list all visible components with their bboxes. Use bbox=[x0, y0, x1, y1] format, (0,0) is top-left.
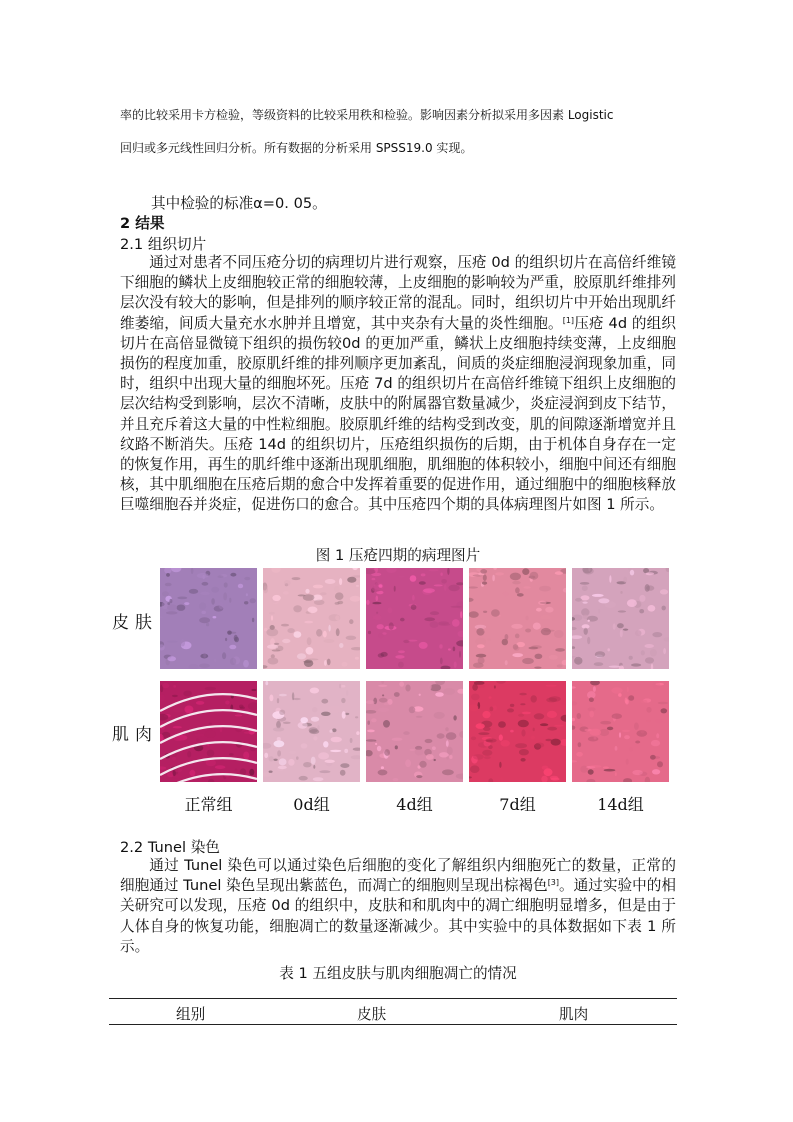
section-heading: 2 结果 bbox=[120, 215, 165, 232]
table-header-skin: 皮肤 bbox=[357, 1006, 387, 1023]
alpha-statement: 其中检验的标准α=0. 05。 bbox=[151, 195, 327, 212]
table-caption: 表 1 五组皮肤与肌肉细胞凋亡的情况 bbox=[279, 965, 517, 982]
body-text-line: 回归或多元线性回归分析。所有数据的分析采用 SPSS19.0 实现。 bbox=[120, 141, 473, 155]
paragraph-tissue-section bbox=[120, 253, 676, 516]
muscle-panel-1 bbox=[263, 681, 360, 782]
paragraph-text: 通过 Tunel 染色可以通过染色后细胞的变化了解组织内细胞死亡的数量，正常的细胞通过 Tunel 染色呈现出紫蓝色，而凋亡的细胞则呈现出棕褐色 bbox=[120, 857, 676, 895]
paragraph-text: 压疮 4d 的组织切片在高倍显微镜下组织的损伤较0d 的更加严重，鳞状上皮细胞持续变薄，上皮细胞损伤的程度加重，胶原肌纤维的排列顺序更加紊乱，间质的炎症细胞浸润现象加重，同时，组织中出现大量的细胞坏死。压疮 7d 的组织切片在高倍纤维镜下组织上皮细胞的层次结构受到影响，层次不清晰，皮肤中的附属器官数量减少，炎症浸润到皮下结节，并且充斥着这大量的中性粒细胞。胶原肌纤维的结构受到改变，肌的间隙逐渐增宽并且纹路不断消失。压疮 14d 的组织切片，压疮组织损伤的后期，由于机体自身存在一定的恢复作用，再生的肌纤维中逐渐出现肌细胞，肌细胞的体积较小，细胞中间还有细胞核，其中肌细胞在压疮后期的愈合中发挥着重要的促进作用，通过细胞中的细胞核释放巨噬细胞吞并炎症，促进伤口的愈合。其中压疮四个期的具体病理图片如图 1 所示。 bbox=[120, 314, 676, 514]
skin-panel-1 bbox=[263, 568, 360, 669]
figure-caption: 图 1 压疮四期的病理图片 bbox=[315, 547, 481, 564]
subsection-heading: 2.1 组织切片 bbox=[120, 236, 207, 253]
paragraph-text: 通过对患者不同压疮分切的病理切片进行观察，压疮 0d 的组织切片在高倍纤维镜下细胞的鳞状上皮细胞较正常的细胞较薄，上皮细胞的影响较为严重，胶原肌纤维排列层次没有较大的影响，但是排列的顺序较正常的混乱。同时，组织切片中开始出现肌纤维萎缩，间质大量充水水肿并且增宽，其中夹杂有大量的炎性细胞。 bbox=[120, 254, 676, 332]
citation: [3] bbox=[547, 878, 560, 888]
skin-panel-0 bbox=[160, 568, 257, 669]
col-label-14d: 14d组 bbox=[597, 795, 644, 814]
skin-panel-3 bbox=[469, 568, 566, 669]
skin-panel-2 bbox=[366, 568, 463, 669]
col-label-0d: 0d组 bbox=[293, 795, 330, 814]
col-label-normal: 正常组 bbox=[184, 795, 233, 814]
table-header-rule bbox=[109, 1024, 677, 1025]
paragraph-tunel bbox=[120, 856, 676, 957]
table-header-muscle: 肌肉 bbox=[559, 1006, 589, 1023]
muscle-panel-4 bbox=[572, 681, 669, 782]
body-text-line: 率的比较采用卡方检验，等级资料的比较采用秩和检验。影响因素分析拟采用多因素 Logistic bbox=[120, 108, 614, 122]
col-label-4d: 4d组 bbox=[396, 795, 433, 814]
muscle-panel-2 bbox=[366, 681, 463, 782]
row-label-muscle: 肌肉 bbox=[112, 725, 158, 745]
paragraph-text: 。通过实验中的相关研究可以发现，压疮 0d 的组织中，皮肤和和肌肉中的凋亡细胞明显增多，但是由于人体自身的恢复功能，细胞凋亡的数量逐渐减少。其中实验中的具体数据如下表 1 所示。 bbox=[120, 877, 676, 955]
skin-panel-4 bbox=[572, 568, 669, 669]
pathology-figure bbox=[112, 568, 672, 814]
subsection-heading: 2.2 Tunel 染色 bbox=[120, 839, 220, 856]
citation: [1] bbox=[562, 315, 575, 325]
col-label-7d: 7d组 bbox=[499, 795, 536, 814]
muscle-panel-0 bbox=[160, 681, 257, 782]
row-label-skin: 皮肤 bbox=[112, 613, 158, 633]
table-header-group: 组别 bbox=[176, 1006, 206, 1023]
table-top-rule bbox=[109, 998, 677, 999]
muscle-panel-3 bbox=[469, 681, 566, 782]
